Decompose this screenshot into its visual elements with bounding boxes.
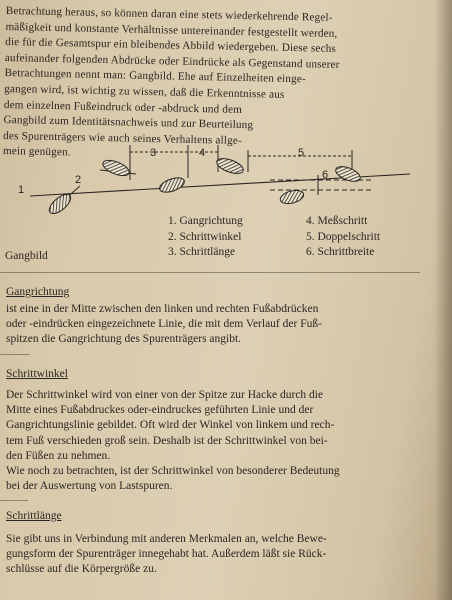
diagram-number-4: 4 (199, 147, 206, 159)
intro-line: die für die Gesamtspur ein bleibendes Abbild wiedergeben. Diese sechs (5, 36, 337, 56)
text-line: Gangrichtungslinie gebildet. Oft wird der Winkel von linkem und rech- (6, 419, 335, 432)
legend-item: 1. Gangrichtung (168, 215, 243, 227)
diagram-legend-left (168, 214, 243, 261)
legend-item: 5. Doppelschritt (306, 230, 381, 243)
legend-item: 6. Schrittbreite (306, 246, 375, 258)
footprint (101, 157, 131, 179)
text-line: gungsform der Spurenträger innegehabt hat. Außerdem läßt sie Rück- (6, 548, 327, 561)
text-line: Sie gibt uns in Verbindung mit anderen Merkmalen an, welche Bewe- (6, 533, 327, 545)
text-line: Mitte eines Fußabdruckes oder-eindruckes geführten Linie und der (6, 404, 314, 417)
intro-line: dem einzelnen Fußeindruck oder -abdruck und dem (3, 98, 243, 116)
gait-pattern-diagram (0, 140, 452, 220)
footprint (279, 188, 305, 206)
section-text-schrittlaenge (6, 532, 412, 578)
diagram-number-2: 2 (75, 174, 82, 186)
intro-line: Gangbild zum Identitätsnachweis und zur Beurteilung (3, 114, 254, 132)
text-line: ist eine in der Mitte zwischen den linken und rechten Fußabdrücken (6, 303, 319, 315)
intro-line: aufeinander folgenden Abdrücke oder Eindrücke als Gegenstand unserer (4, 51, 340, 71)
section-heading-gangrichtung: Gangrichtung (6, 286, 70, 298)
diagram-number-1: 1 (18, 184, 25, 196)
text-line: den Füßen zu nehmen. (6, 449, 111, 462)
footprint (334, 164, 363, 185)
section-heading-schrittlaenge: Schrittlänge (6, 510, 62, 522)
page-edge-shadow (434, 0, 452, 600)
diagram-number-5: 5 (298, 147, 305, 159)
legend-item: 4. Meßschritt (306, 215, 368, 227)
divider (0, 354, 30, 355)
diagram-number-3: 3 (150, 147, 157, 159)
section-heading-schrittwinkel: Schrittwinkel (6, 368, 68, 380)
text-line: tem Fuß verschieden groß sein. Deshalb ist der Schrittwinkel von bei- (6, 434, 328, 447)
intro-line: mäßigkeit und konstante Verhältnisse untereinander festgestellt werden, (5, 20, 338, 40)
text-line: schlüsse auf die Körpergröße zu. (6, 563, 157, 576)
text-line: Wie noch zu betrachten, ist der Schrittwinkel von besonderer Bedeutung (6, 465, 340, 478)
footprint (215, 156, 245, 177)
intro-line: Betrachtungen nennt man: Gangbild. Ehe auf Einzelheiten einge- (4, 67, 306, 86)
section-text-gangrichtung (6, 302, 412, 348)
divider (0, 500, 28, 501)
intro-line: mein genügen. (2, 145, 71, 159)
text-line: bei der Auswertung von Lastspuren. (6, 480, 173, 493)
intro-line: Betrachtung heraus, so können daran eine stets wiederkehrende Regel- (5, 4, 333, 24)
text-line: spitzen die Gangrichtung des Spurenträgers angibt. (6, 333, 242, 346)
legend-item: 2. Schrittwinkel (168, 230, 242, 243)
diagram-number-6: 6 (322, 169, 329, 181)
legend-item: 3. Schrittlänge (168, 246, 236, 258)
text-line: oder -eindrücken eingezeichnete Linie, die mit dem Verlauf der Fuß- (6, 318, 322, 331)
diagram-legend-right (306, 214, 380, 261)
section-text-schrittwinkel (6, 388, 412, 494)
text-line: Der Schrittwinkel wird von einer von der Spitze zur Hacke durch die (6, 389, 324, 401)
footprint (158, 175, 187, 195)
divider (0, 272, 420, 273)
intro-line: gangen wird, ist wichtig zu wissen, daß die Erkenntnisse aus (4, 82, 285, 101)
figure-label: Gangbild (5, 250, 48, 262)
intro-line: des Spurenträgers wie auch seines Verhaltens allge- (3, 129, 242, 147)
